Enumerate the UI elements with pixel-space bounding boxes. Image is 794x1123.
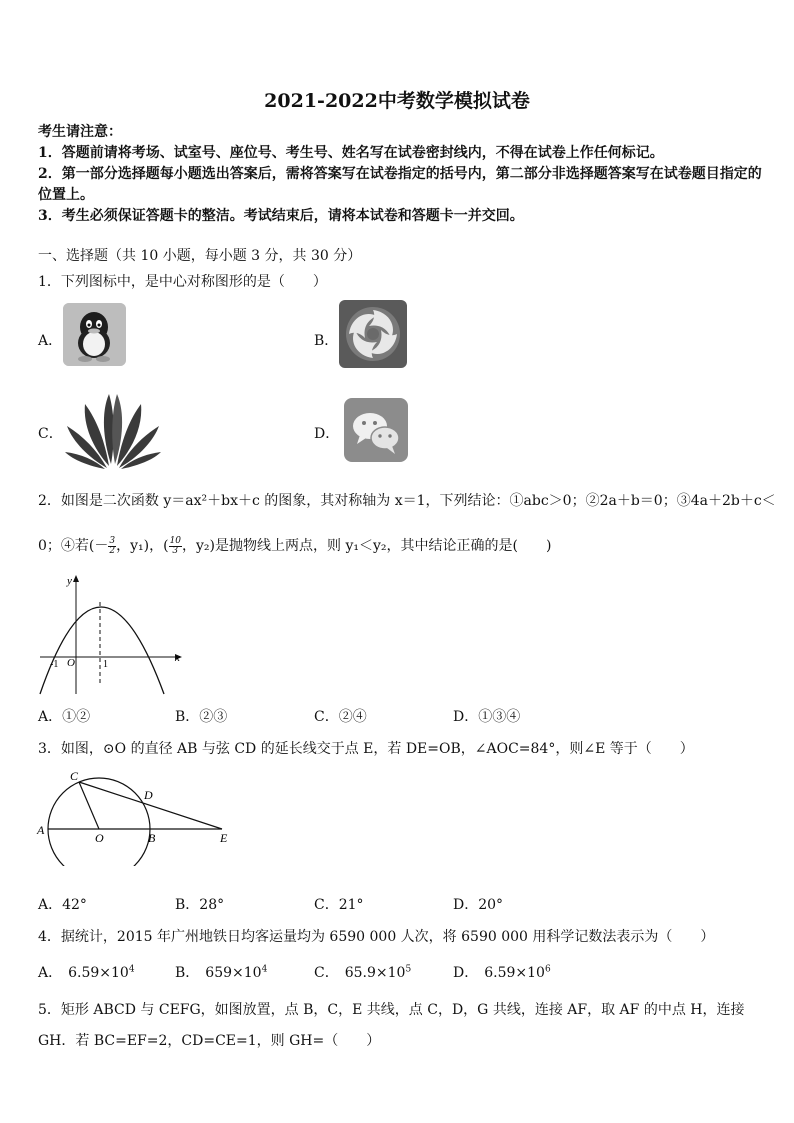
swirl-icon xyxy=(339,300,407,368)
q4-option-c-label: C． xyxy=(314,965,339,981)
point-o-label: O xyxy=(95,831,104,845)
q2-stem-mid: ，y₁)，( xyxy=(116,538,169,554)
q4-option-c xyxy=(314,962,411,982)
graph-neg1-label: -1 xyxy=(50,659,59,670)
q4-stem: 4．据统计，2015 年广州地铁日均客运量均为 6590 000 人次，将 6590 000 用科学记数法表示为（ ） xyxy=(38,929,715,945)
q4-option-c-exponent: 5 xyxy=(405,964,412,975)
notice-item-3: 3．考生必须保证答题卡的整洁。考试结束后，请将本试卷和答题卡一并交回。 xyxy=(38,208,524,224)
graph-origin-label: O xyxy=(67,657,75,669)
q2-option-b: B．②③ xyxy=(175,709,228,725)
q2-option-d: D．①③④ xyxy=(453,709,521,725)
graph-y-label: y xyxy=(67,575,72,587)
q4-option-c-mantissa: 65.9×10 xyxy=(344,965,406,981)
q2-frac2-den: 3 xyxy=(172,545,179,556)
penguin-icon xyxy=(63,303,126,366)
notice-item-2-cont: 位置上。 xyxy=(38,187,94,203)
q4-option-d-exponent: 6 xyxy=(544,964,551,975)
q5-stem-line1: 5．矩形 ABCD 与 CEFG，如图放置，点 B，C，E 共线，点 C，D，G 共线，连接 AF，取 AF 的中点 H，连接 xyxy=(38,1002,745,1018)
q4-option-b-exponent: 4 xyxy=(261,964,268,975)
notice-item-1: 1．答题前请将考场、试室号、座位号、考生号、姓名写在试卷密封线内，不得在试卷上作任何标记。 xyxy=(38,145,664,161)
point-b-label: B xyxy=(148,831,156,845)
notice-item-2: 2．第一部分选择题每小题选出答案后，需将答案写在试卷指定的括号内，第二部分非选择题答案写在试卷题目指定的 xyxy=(38,166,762,182)
petal-logo-icon xyxy=(63,390,163,470)
q3-option-a: A．42° xyxy=(38,897,87,913)
q4-option-a-label: A． xyxy=(38,965,63,981)
q2-stem-line2 xyxy=(38,535,551,556)
point-c-label: C xyxy=(70,769,79,783)
q4-option-b-label: B． xyxy=(175,965,200,981)
point-a-label: A xyxy=(37,823,45,837)
page-title: 2021-2022中考数学模拟试卷 xyxy=(264,90,530,112)
q1-option-a-label: A． xyxy=(38,333,63,349)
point-e-label: E xyxy=(220,831,228,845)
q3-stem: 3．如图，⊙O 的直径 AB 与弦 CD 的延长线交于点 E，若 DE=OB，∠AOC=84°，则∠E 等于（ ） xyxy=(38,741,694,757)
q4-option-b-mantissa: 659×10 xyxy=(205,965,262,981)
parabola-graph xyxy=(36,572,186,697)
q4-option-a-exponent: 4 xyxy=(128,964,135,975)
q2-stem-line1: 2．如图是二次函数 y＝ax²＋bx＋c 的图象，其对称轴为 x＝1，下列结论：①abc＞0；②2a＋b＝0；③4a＋2b＋c＜ xyxy=(38,493,776,509)
q4-option-a-mantissa: 6.59×10 xyxy=(68,965,129,981)
graph-x-label: x xyxy=(175,652,180,664)
q1-stem: 1．下列图标中，是中心对称图形的是（ ） xyxy=(38,274,327,290)
q2-option-c: C．②④ xyxy=(314,709,367,725)
q4-option-d-mantissa: 6.59×10 xyxy=(484,965,545,981)
q2-frac1-num: 3 xyxy=(109,535,116,546)
q4-option-b xyxy=(175,962,267,982)
q2-stem-post: ，y₂)是抛物线上两点，则 y₁＜y₂，其中结论正确的是( ) xyxy=(182,538,552,554)
q3-option-b: B．28° xyxy=(175,897,225,913)
q2-frac2-num: 10 xyxy=(169,535,182,546)
section-heading: 一、选择题（共 10 小题，每小题 3 分，共 30 分） xyxy=(38,248,362,264)
q1-option-b-label: B． xyxy=(314,333,339,349)
q3-option-d: D．20° xyxy=(453,897,504,913)
q3-option-c: C．21° xyxy=(314,897,364,913)
q2-frac1-den: 2 xyxy=(109,545,116,556)
q4-option-a xyxy=(38,962,135,982)
graph-one-label: 1 xyxy=(103,659,108,670)
q1-option-d-label: D． xyxy=(314,426,340,442)
circle-diagram xyxy=(34,766,234,866)
q2-option-a: A．①② xyxy=(38,709,91,725)
q4-option-d xyxy=(453,962,551,982)
q2-fraction-2 xyxy=(169,537,182,556)
notice-heading: 考生请注意： xyxy=(38,124,122,140)
q1-option-c-label: C． xyxy=(38,426,63,442)
q2-fraction-1 xyxy=(108,537,116,556)
q4-option-d-label: D． xyxy=(453,965,479,981)
q5-stem-line2: GH．若 BC=EF=2，CD=CE=1，则 GH=（ ） xyxy=(38,1033,381,1049)
q2-stem-pre: 0；④若(－ xyxy=(38,538,109,554)
point-d-label: D xyxy=(144,788,153,802)
chat-bubbles-icon xyxy=(344,398,408,462)
